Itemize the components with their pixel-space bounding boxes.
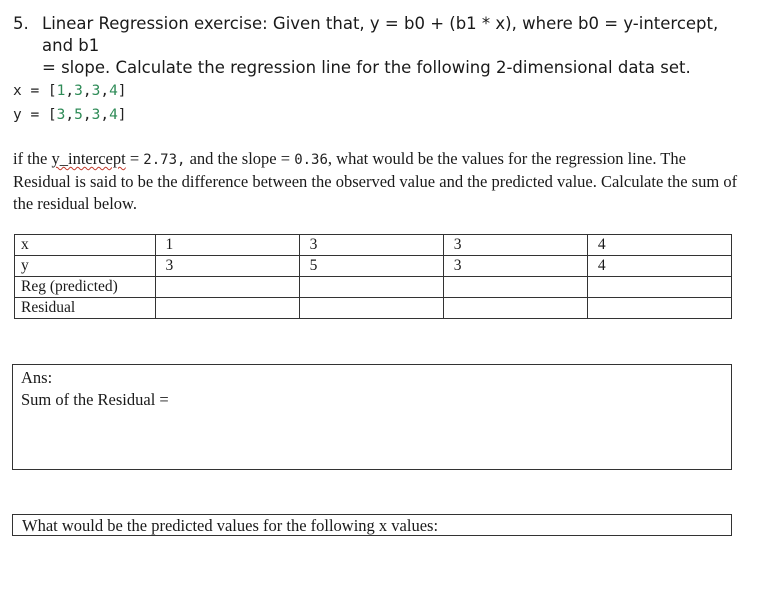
residual-input-cell[interactable]: [587, 298, 731, 319]
para-text: if the: [13, 149, 52, 168]
slope-value: 0.36: [294, 152, 328, 168]
ans-label: Ans:: [21, 368, 53, 387]
sum-residual-label: Sum of the Residual =: [21, 390, 169, 409]
residual-input-cell[interactable]: [299, 298, 443, 319]
table-cell: 3: [443, 256, 587, 277]
table-row-y: [15, 256, 732, 277]
y-value: 4: [109, 107, 118, 123]
row-label: x: [15, 235, 156, 256]
x-value: 3: [74, 83, 83, 99]
y-intercept-word: y_intercept: [51, 149, 126, 168]
question-line-1: Linear Regression exercise: Given that, y = b0 + (b1 * x), where b0 = y-intercept, and b1: [42, 14, 719, 55]
instructions-paragraph: [13, 148, 743, 215]
intercept-value: 2.73,: [143, 152, 186, 168]
residual-input-cell[interactable]: [443, 298, 587, 319]
predicted-input-cell[interactable]: [443, 277, 587, 298]
x-value: 4: [109, 83, 118, 99]
table-cell: 4: [587, 235, 731, 256]
table-cell: 3: [155, 256, 299, 277]
table-cell: 3: [443, 235, 587, 256]
para-text: and the slope =: [185, 149, 295, 168]
table-row-residual: [15, 298, 732, 319]
x-value: 3: [91, 83, 101, 99]
x-value: 1: [56, 83, 66, 99]
question-text: [13, 13, 743, 79]
question-number: 5.: [13, 14, 29, 33]
x-label: x =: [13, 83, 48, 99]
para-text: =: [125, 149, 144, 168]
y-value: 3: [91, 107, 101, 123]
table-cell: 1: [155, 235, 299, 256]
table-row-predicted: [15, 277, 732, 298]
row-label: Residual: [15, 298, 156, 319]
predicted-input-cell[interactable]: [299, 277, 443, 298]
question-line-2: = slope. Calculate the regression line for the following 2-dimensional data set.: [42, 58, 691, 77]
table-cell: 4: [587, 256, 731, 277]
table-row-x: [15, 235, 732, 256]
y-label: y =: [13, 107, 48, 123]
row-label: y: [15, 256, 156, 277]
y-data-line: y = [3,5,3,4]: [13, 107, 127, 123]
regression-table: [14, 234, 732, 319]
x-data-line: x = [1,3,3,4]: [13, 83, 127, 99]
predicted-input-cell[interactable]: [587, 277, 731, 298]
predicted-input-cell[interactable]: [155, 277, 299, 298]
prediction-prompt: What would be the predicted values for the following x values:: [22, 516, 439, 535]
para-text: , what would be the values for the regression line. The Residual is said to be the difference between the observed value and the predicted value. Calculate the sum of the residual below.: [13, 149, 738, 213]
prediction-prompt-box[interactable]: [12, 514, 732, 536]
y-value: 3: [56, 107, 66, 123]
residual-input-cell[interactable]: [155, 298, 299, 319]
table-cell: 3: [299, 235, 443, 256]
table-cell: 5: [299, 256, 443, 277]
y-value: 5: [74, 107, 83, 123]
answer-box[interactable]: [12, 364, 732, 470]
row-label: Reg (predicted): [15, 277, 156, 298]
